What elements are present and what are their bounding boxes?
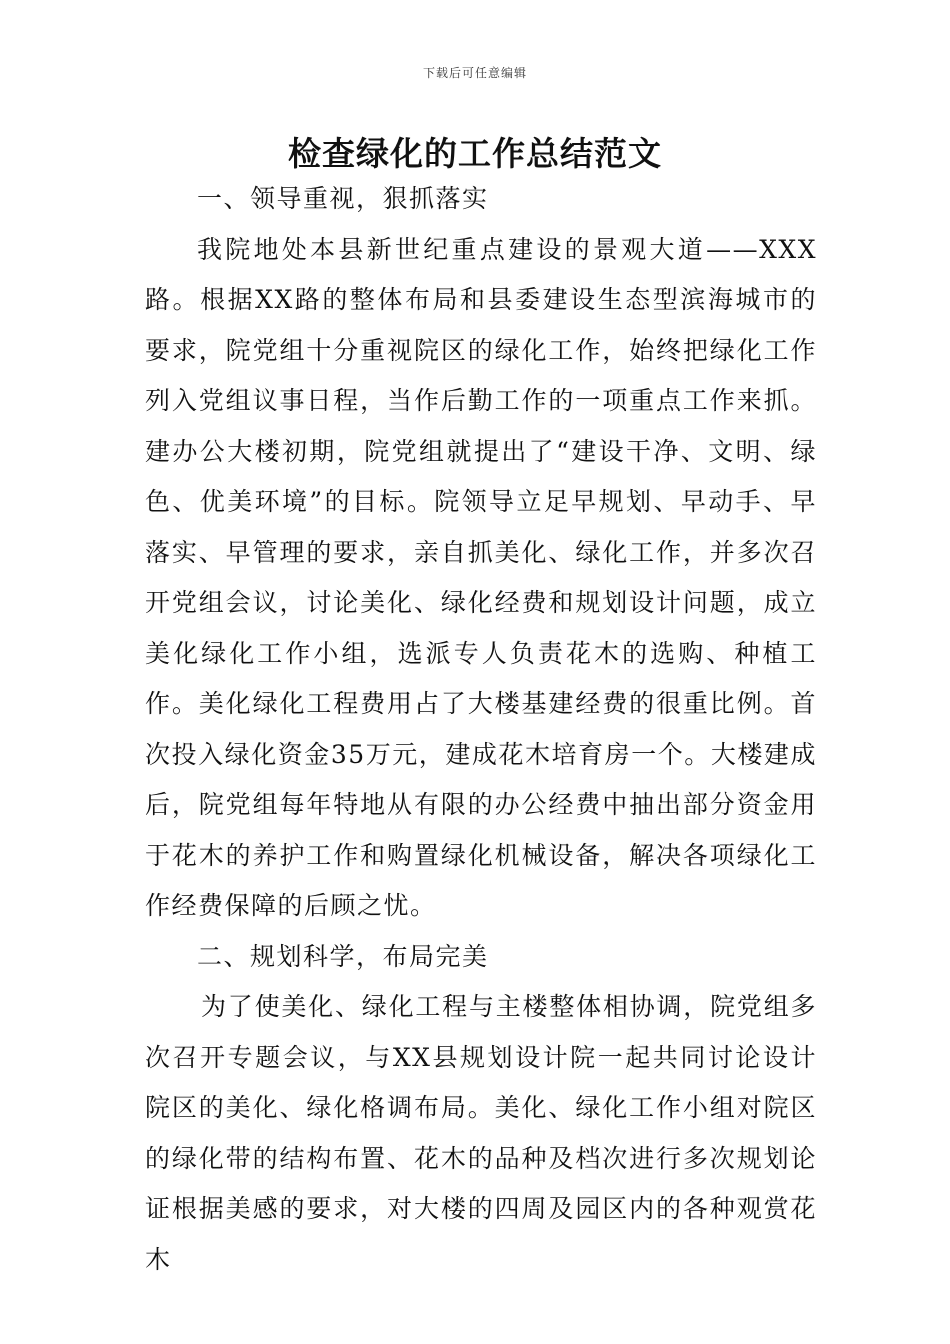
document-body [145, 174, 817, 1285]
header-note: 下载后可任意编辑 [422, 66, 527, 80]
section-2-paragraph: 为了使美化、绿化工程与主楼整体相协调，院党组多次召开专题会议，与XX县规划设计院一起共同讨论设计院区的美化、绿化格调布局。美化、绿化工作小组对院区的绿化带的结构布置、花木的品种及档次进行多次规划论证根据美感的要求，对大楼的四周及园区内的各种观赏花木 [145, 992, 817, 1274]
section-1-heading: 一、领导重视，狠抓落实 [197, 184, 489, 213]
section-1-paragraph: 我院地处本县新世纪重点建设的景观大道——XXX路。根据XX路的整体布局和县委建设生态型滨海城市的要求，院党组十分重视院区的绿化工作，始终把绿化工作列入党组议事日程，当作后勤工作的一项重点工作来抓。建办公大楼初期，院党组就提出了“建设干净、文明、绿色、优美环境”的目标。院领导立足早规划、早动手、早落实、早管理的要求，亲自抓美化、绿化工作，并多次召开党组会议，讨论美化、绿化经费和规划设计问题，成立美化绿化工作小组，选派专人负责花木的选购、种植工作。美化绿化工程费用占了大楼基建经费的很重比例。首次投入绿化资金35万元，建成花木培育房一个。大楼建成后，院党组每年特地从有限的办公经费中抽出部分资金用于花木的养护工作和购置绿化机械设备，解决各项绿化工作经费保障的后顾之忧。 [145, 234, 817, 920]
section-2-heading: 二、规划科学，布局完美 [197, 941, 489, 971]
document-title: 检查绿化的工作总结范文 [288, 134, 662, 173]
